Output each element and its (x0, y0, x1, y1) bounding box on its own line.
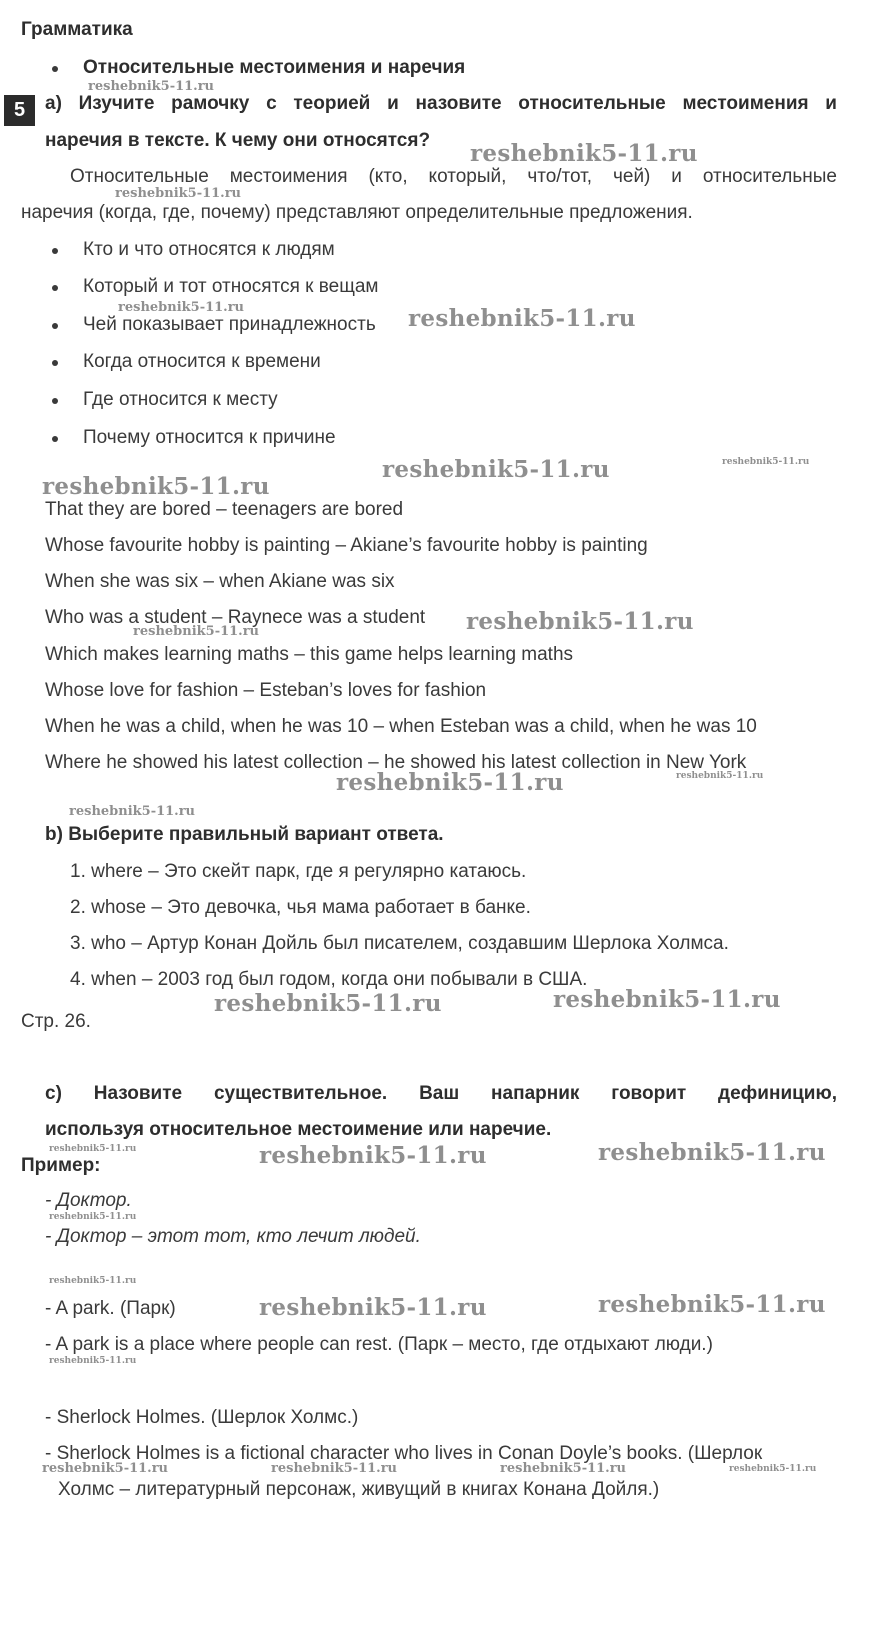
example-line: Who was a student – Raynece was a student (45, 607, 426, 628)
answer-line: 4. when – 2003 год был годом, когда они побывали в США. (70, 969, 588, 990)
watermark: reshebnik5-11.ru (553, 986, 781, 1013)
watermark: reshebnik5-11.ru (49, 1212, 137, 1222)
watermark: reshebnik5-11.ru (259, 1294, 487, 1321)
watermark: reshebnik5-11.ru (259, 1142, 487, 1169)
watermark: reshebnik5-11.ru (49, 1144, 137, 1154)
task-c-line1: с) Назовите существительное. Ваш напарник говорит дефиницию, (45, 1083, 837, 1104)
rule-item: Кто и что относятся к людям (83, 239, 335, 260)
watermark: reshebnik5-11.ru (88, 79, 215, 94)
watermark: reshebnik5-11.ru (598, 1291, 826, 1318)
dialogue-line: - Доктор – этот тот, кто лечит людей. (45, 1226, 421, 1247)
rule-item: Который и тот относятся к вещам (83, 276, 379, 297)
task-c-line2: используя относительное местоимение или наречие. (45, 1119, 552, 1140)
example-line: Where he showed his latest collection – he showed his latest collection in New York (45, 752, 747, 773)
watermark: reshebnik5-11.ru (500, 1461, 627, 1476)
watermark: reshebnik5-11.ru (382, 456, 610, 483)
theory-line1: Относительные местоимения (кто, который, что/тот, чей) и относительные (70, 166, 837, 187)
dialogue-line: - A park is a place where people can rest. (Парк – место, где отдыхают люди.) (45, 1334, 713, 1355)
watermark: reshebnik5-11.ru (69, 804, 196, 819)
dialogue-line: - Sherlock Holmes. (Шерлок Холмс.) (45, 1407, 359, 1428)
dialogue-line: - Sherlock Holmes is a fictional character who lives in Conan Doyle’s books. (Шерлок (45, 1443, 763, 1464)
exercise-number-badge: 5 (4, 95, 35, 126)
section-title: Грамматика (21, 19, 133, 40)
watermark: reshebnik5-11.ru (408, 305, 636, 332)
example-line: When she was six – when Akiane was six (45, 571, 395, 592)
task-b-title: b) Выберите правильный вариант ответа. (45, 824, 444, 845)
example-label: Пример: (21, 1155, 101, 1176)
watermark: reshebnik5-11.ru (729, 1464, 817, 1474)
watermark: reshebnik5-11.ru (118, 300, 245, 315)
rule-item: Чей показывает принадлежность (83, 314, 376, 335)
watermark: reshebnik5-11.ru (49, 1276, 137, 1286)
task-a-line2: наречия в тексте. К чему они относятся? (45, 130, 431, 151)
answer-line: 1. where – Это скейт парк, где я регулярно катаюсь. (70, 861, 527, 882)
example-line: That they are bored – teenagers are bored (45, 499, 404, 520)
answer-line: 2. whose – Это девочка, чья мама работает в банке. (70, 897, 531, 918)
watermark: reshebnik5-11.ru (676, 771, 764, 781)
watermark: reshebnik5-11.ru (598, 1139, 826, 1166)
task-a-line1: а) Изучите рамочку с теорией и назовите относительные местоимения и (45, 93, 837, 114)
topic-bullet: Относительные местоимения и наречия (83, 57, 466, 78)
watermark: reshebnik5-11.ru (271, 1461, 398, 1476)
watermark: reshebnik5-11.ru (466, 608, 694, 635)
watermark: reshebnik5-11.ru (336, 769, 564, 796)
rule-item: Почему относится к причине (83, 427, 336, 448)
watermark: reshebnik5-11.ru (42, 1461, 169, 1476)
example-line: Which makes learning maths – this game helps learning maths (45, 644, 574, 665)
watermark: reshebnik5-11.ru (470, 140, 698, 167)
dialogue-line: - A park. (Парк) (45, 1298, 176, 1319)
watermark: reshebnik5-11.ru (214, 990, 442, 1017)
example-line: Whose love for fashion – Esteban’s loves for fashion (45, 680, 487, 701)
watermark: reshebnik5-11.ru (42, 473, 270, 500)
answer-line: 3. who – Артур Конан Дойль был писателем, создавшим Шерлока Холмса. (70, 933, 729, 954)
watermark: reshebnik5-11.ru (722, 457, 810, 467)
theory-line2: наречия (когда, где, почему) представляют определительные предложения. (21, 202, 693, 223)
watermark: reshebnik5-11.ru (115, 186, 242, 201)
watermark: reshebnik5-11.ru (49, 1356, 137, 1366)
example-line: When he was a child, when he was 10 – when Esteban was a child, when he was 10 (45, 716, 757, 737)
page-reference: Стр. 26. (21, 1011, 91, 1032)
dialogue-line: Холмс – литературный персонаж, живущий в книгах Конана Дойля.) (58, 1479, 660, 1500)
dialogue-line: - Доктор. (45, 1190, 132, 1211)
rule-item: Где относится к месту (83, 389, 278, 410)
rule-item: Когда относится к времени (83, 351, 321, 372)
watermark: reshebnik5-11.ru (133, 624, 260, 639)
example-line: Whose favourite hobby is painting – Akiane’s favourite hobby is painting (45, 535, 648, 556)
